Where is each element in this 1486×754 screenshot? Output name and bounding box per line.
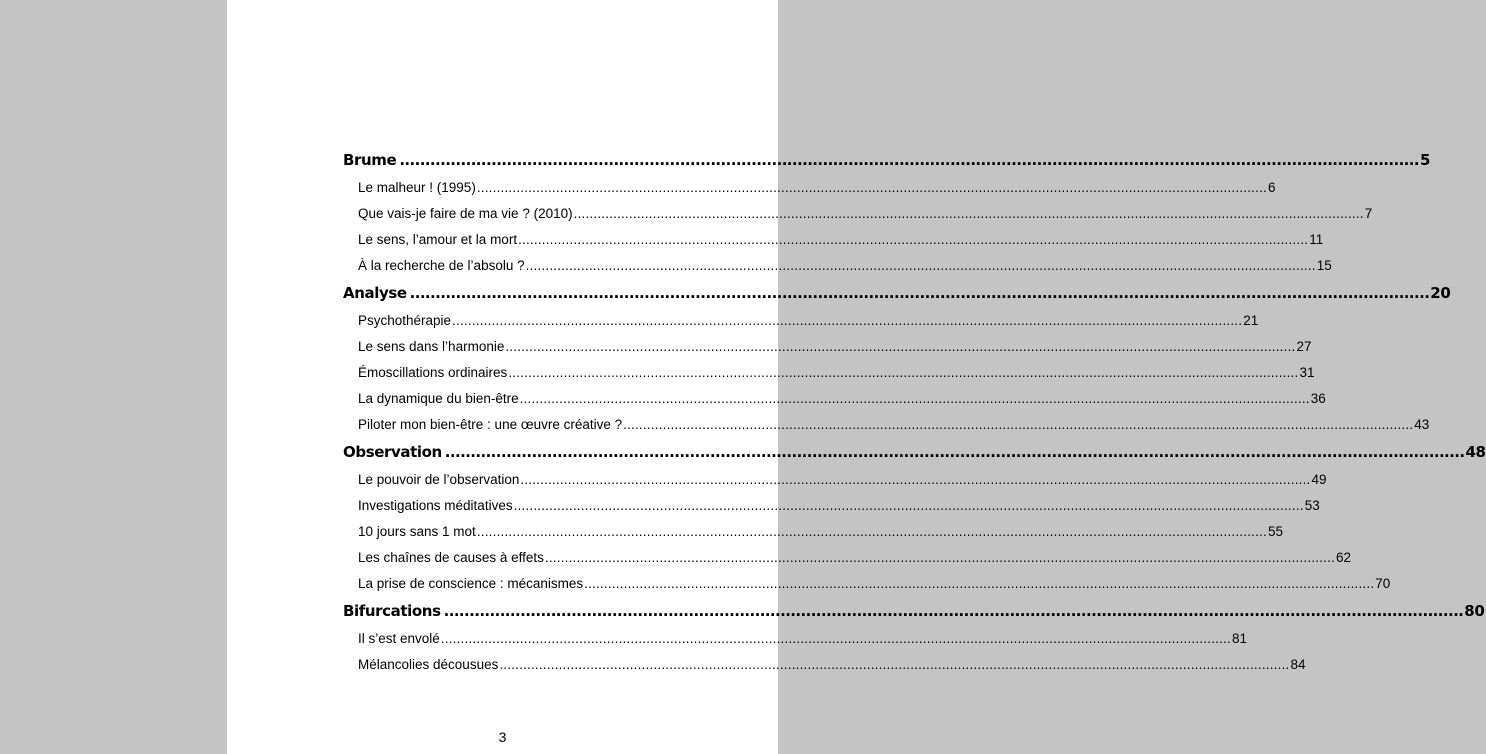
toc-entry-page: 36 <box>1310 391 1326 406</box>
toc-entry-page: 55 <box>1267 524 1283 539</box>
toc-entry-page: 7 <box>1364 206 1373 221</box>
leader-dots: ........................................................................................................................................................................................................ <box>513 498 1304 513</box>
toc-section-title: Bifurcations <box>343 602 441 620</box>
toc-section-page: 80 <box>1464 602 1485 620</box>
leader-dots: ........................................................................................................................................................................................................ <box>476 180 1267 195</box>
toc-entry-page: 21 <box>1243 313 1259 328</box>
toc-section[interactable] <box>343 438 1486 467</box>
page-number: 3 <box>498 729 507 745</box>
toc-section[interactable] <box>343 279 1451 308</box>
leader-dots: ........................................................................................................................................................................................................ <box>444 443 1465 461</box>
leader-dots: ........................................................................................................................................................................................................ <box>584 576 1375 591</box>
toc-entry[interactable] <box>343 201 1373 227</box>
toc-entry-page: 70 <box>1375 576 1391 591</box>
leader-dots: ........................................................................................................................................................................................................ <box>508 365 1299 380</box>
toc-entry-page: 15 <box>1316 258 1332 273</box>
toc-entry-page: 43 <box>1414 417 1430 432</box>
toc-entry-page: 49 <box>1311 472 1327 487</box>
toc-entry[interactable] <box>343 545 1352 571</box>
toc-entry[interactable] <box>343 308 1259 334</box>
toc-entry[interactable] <box>343 334 1312 360</box>
toc-entry-page: 6 <box>1267 180 1276 195</box>
leader-dots: ........................................................................................................................................................................................................ <box>623 417 1414 432</box>
toc-entry-title: La prise de conscience : mécanismes <box>358 576 584 591</box>
toc-entry[interactable] <box>343 412 1430 438</box>
toc-entry-title: Le pouvoir de l’observation <box>358 472 520 487</box>
toc-section-title: Analyse <box>343 284 407 302</box>
leader-dots: ........................................................................................................................................................................................................ <box>443 602 1464 620</box>
toc-entry[interactable] <box>343 571 1391 597</box>
table-of-contents <box>343 146 1486 678</box>
leader-dots: ........................................................................................................................................................................................................ <box>409 284 1430 302</box>
toc-entry-page: 81 <box>1231 631 1247 646</box>
toc-section-page: 5 <box>1419 151 1431 169</box>
toc-entry-title: Mélancolies décousues <box>358 657 499 672</box>
toc-entry[interactable] <box>343 519 1283 545</box>
toc-entry[interactable] <box>343 467 1327 493</box>
toc-entry-page: 27 <box>1296 339 1312 354</box>
toc-entry-title: Le malheur ! (1995) <box>358 180 476 195</box>
toc-entry[interactable] <box>343 227 1324 253</box>
toc-entry-title: Psychothérapie <box>358 313 452 328</box>
leader-dots: ........................................................................................................................................................................................................ <box>544 550 1336 565</box>
leader-dots: ........................................................................................................................................................................................................ <box>518 232 1309 247</box>
document-page <box>227 0 1486 754</box>
toc-entry-title: Le sens, l’amour et la mort <box>358 232 518 247</box>
leader-dots: ........................................................................................................................................................................................................ <box>440 631 1231 646</box>
toc-entry-title: Le sens dans l’harmonie <box>358 339 505 354</box>
toc-entry-title: Émoscillations ordinaires <box>358 365 508 380</box>
leader-dots: ........................................................................................................................................................................................................ <box>505 339 1296 354</box>
toc-entry[interactable] <box>343 493 1320 519</box>
leader-dots: ........................................................................................................................................................................................................ <box>476 524 1267 539</box>
leader-dots: ........................................................................................................................................................................................................ <box>452 313 1243 328</box>
leader-dots: ........................................................................................................................................................................................................ <box>399 151 1419 169</box>
leader-dots: ........................................................................................................................................................................................................ <box>520 472 1311 487</box>
leader-dots: ........................................................................................................................................................................................................ <box>525 258 1316 273</box>
toc-entry[interactable] <box>343 652 1306 678</box>
toc-entry-page: 62 <box>1336 550 1352 565</box>
toc-entry-page: 53 <box>1304 498 1320 513</box>
leader-dots: ........................................................................................................................................................................................................ <box>499 657 1290 672</box>
toc-section-title: Observation <box>343 443 442 461</box>
toc-entry-title: Que vais-je faire de ma vie ? (2010) <box>358 206 573 221</box>
toc-entry-title: La dynamique du bien-être <box>358 391 519 406</box>
toc-entry-title: Il s’est envolé <box>358 631 440 646</box>
toc-section-page: 20 <box>1430 284 1451 302</box>
toc-section[interactable] <box>343 146 1431 175</box>
toc-section-title: Brume <box>343 151 397 169</box>
toc-entry-page: 11 <box>1309 232 1324 247</box>
toc-section[interactable] <box>343 597 1485 626</box>
toc-entry-title: Les chaînes de causes à effets <box>358 550 544 565</box>
leader-dots: ........................................................................................................................................................................................................ <box>573 206 1364 221</box>
toc-section-page: 48 <box>1465 443 1486 461</box>
toc-entry-title: Investigations méditatives <box>358 498 513 513</box>
toc-entry-title: Piloter mon bien-être : une œuvre créative ? <box>358 417 623 432</box>
toc-entry[interactable] <box>343 386 1326 412</box>
toc-entry[interactable] <box>343 175 1276 201</box>
toc-entry-page: 84 <box>1290 657 1306 672</box>
leader-dots: ........................................................................................................................................................................................................ <box>519 391 1310 406</box>
toc-entry[interactable] <box>343 253 1332 279</box>
toc-entry[interactable] <box>343 626 1247 652</box>
toc-entry[interactable] <box>343 360 1315 386</box>
toc-entry-page: 31 <box>1299 365 1315 380</box>
toc-entry-title: À la recherche de l’absolu ? <box>358 258 525 273</box>
toc-entry-title: 10 jours sans 1 mot <box>358 524 476 539</box>
